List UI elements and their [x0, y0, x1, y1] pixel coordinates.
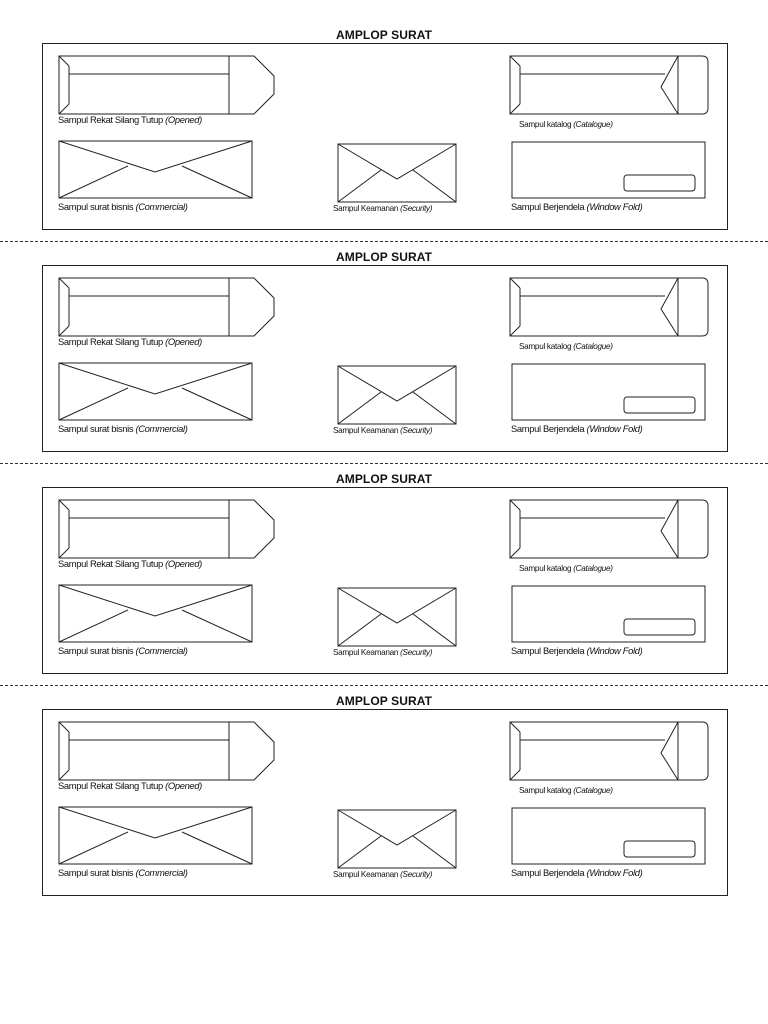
commercial-envelope-drawing: [58, 362, 254, 422]
envelope-label-security: Sampul Keamanan (Security): [333, 648, 433, 657]
envelope-label-window: Sampul Berjendela (Window Fold): [511, 645, 643, 656]
security-envelope-drawing: [337, 809, 458, 870]
panel-title: AMPLOP SURAT: [335, 28, 433, 42]
window-envelope-drawing: [511, 585, 707, 645]
envelope-label-catalogue: Sampul katalog (Catalogue): [519, 786, 613, 795]
catalogue-envelope-drawing: [509, 277, 711, 339]
opened-envelope-drawing: [58, 277, 276, 339]
envelope-label-opened: Sampul Rekat Silang Tutup (Opened): [58, 780, 202, 791]
security-envelope-drawing: [337, 143, 458, 204]
opened-envelope-drawing: [58, 499, 276, 561]
security-envelope-drawing: [337, 587, 458, 648]
commercial-envelope-drawing: [58, 806, 254, 866]
envelope-label-window: Sampul Berjendela (Window Fold): [511, 201, 643, 212]
catalogue-envelope-drawing: [509, 499, 711, 561]
envelope-label-opened: Sampul Rekat Silang Tutup (Opened): [58, 114, 202, 125]
envelope-label-window: Sampul Berjendela (Window Fold): [511, 867, 643, 878]
opened-envelope-drawing: [58, 721, 276, 783]
envelope-panel-1: [0, 29, 768, 251]
envelope-label-catalogue: Sampul katalog (Catalogue): [519, 564, 613, 573]
envelope-label-commercial: Sampul surat bisnis (Commercial): [58, 201, 188, 212]
window-envelope-drawing: [511, 807, 707, 867]
cut-line: [0, 685, 768, 686]
panel-title: AMPLOP SURAT: [335, 694, 433, 708]
envelope-label-commercial: Sampul surat bisnis (Commercial): [58, 867, 188, 878]
envelope-label-opened: Sampul Rekat Silang Tutup (Opened): [58, 558, 202, 569]
opened-envelope-drawing: [58, 55, 276, 117]
commercial-envelope-drawing: [58, 584, 254, 644]
envelope-label-commercial: Sampul surat bisnis (Commercial): [58, 423, 188, 434]
envelope-label-security: Sampul Keamanan (Security): [333, 204, 433, 213]
envelope-label-window: Sampul Berjendela (Window Fold): [511, 423, 643, 434]
envelope-panel-4: [0, 695, 768, 917]
commercial-envelope-drawing: [58, 140, 254, 200]
envelope-label-opened: Sampul Rekat Silang Tutup (Opened): [58, 336, 202, 347]
envelope-label-security: Sampul Keamanan (Security): [333, 426, 433, 435]
envelope-label-catalogue: Sampul katalog (Catalogue): [519, 342, 613, 351]
panel-title: AMPLOP SURAT: [335, 250, 433, 264]
panel-title: AMPLOP SURAT: [335, 472, 433, 486]
envelope-panel-3: [0, 473, 768, 695]
catalogue-envelope-drawing: [509, 55, 711, 117]
window-envelope-drawing: [511, 141, 707, 201]
catalogue-envelope-drawing: [509, 721, 711, 783]
envelope-label-commercial: Sampul surat bisnis (Commercial): [58, 645, 188, 656]
envelope-label-catalogue: Sampul katalog (Catalogue): [519, 120, 613, 129]
window-envelope-drawing: [511, 363, 707, 423]
cut-line: [0, 463, 768, 464]
envelope-panel-2: [0, 251, 768, 473]
envelope-label-security: Sampul Keamanan (Security): [333, 870, 433, 879]
cut-line: [0, 241, 768, 242]
security-envelope-drawing: [337, 365, 458, 426]
